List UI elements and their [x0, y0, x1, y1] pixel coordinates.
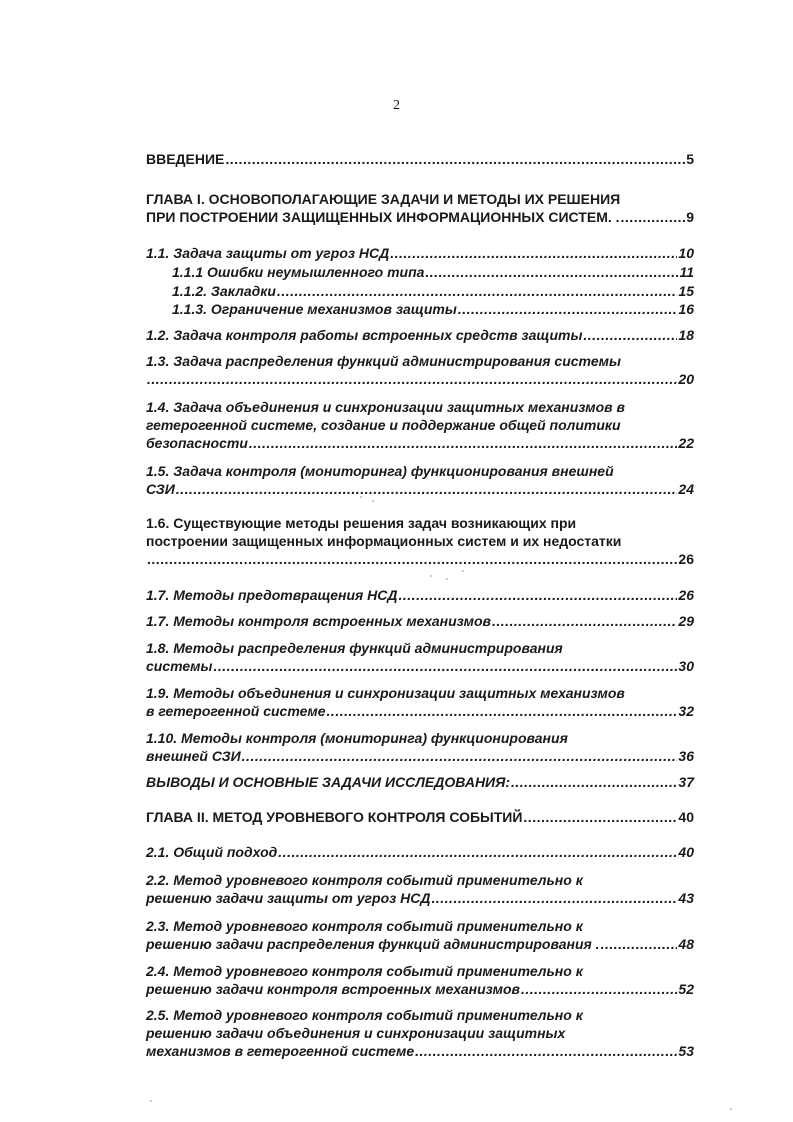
- toc-page-number: 22: [678, 435, 694, 451]
- scan-speck: [730, 1108, 732, 1110]
- toc-entry-title: решению задачи распределения функций администрирования .: [146, 936, 600, 952]
- toc-page-number: 40: [678, 809, 694, 825]
- toc-entry-line-last: [146, 150, 694, 168]
- toc-page-number: 32: [678, 703, 694, 719]
- toc-page-number: 9: [686, 209, 694, 225]
- toc-page-number: 29: [678, 613, 694, 629]
- toc-entry-title: 1.2. Задача контроля работы встроенных средств защиты: [146, 327, 583, 343]
- toc-entry-title: в гетерогенной системе: [146, 703, 326, 719]
- toc-entry-line-last: [146, 326, 694, 344]
- dot-leader: [242, 747, 678, 765]
- toc-entry-title: 1.1.1 Ошибки неумышленного типа: [172, 264, 425, 280]
- toc-entry-line: 1.3. Задача распределения функций администрирования системы: [146, 353, 621, 369]
- toc-entry-title: решению задачи контроля встроенных механизмов: [146, 981, 520, 997]
- toc-entry-line-last: [146, 370, 694, 388]
- dot-leader: [511, 773, 677, 791]
- toc-entry-line: 1.8. Методы распределения функций администрирования: [146, 640, 563, 656]
- toc-entry-line-last: [172, 282, 694, 300]
- toc-entry-title: внешней СЗИ: [146, 748, 241, 764]
- toc-entry-line-last: [146, 808, 694, 826]
- toc-page-number: 15: [678, 283, 694, 299]
- toc-entry-title: ГЛАВА II. МЕТОД УРОВНЕВОГО КОНТРОЛЯ СОБЫТИЙ: [146, 809, 523, 825]
- toc-entry-line: 1.4. Задача объединения и синхронизации защитных механизмов в: [146, 399, 625, 415]
- toc-entry-title: 1.7. Методы контроля встроенных механизмов: [146, 613, 491, 629]
- toc-page-number: 52: [678, 981, 694, 997]
- toc-entry-title: 1.1.3. Ограничение механизмов защиты: [172, 301, 457, 317]
- toc-page-number: 48: [678, 936, 694, 952]
- dot-leader: [277, 282, 677, 300]
- toc-entry-title: безопасности: [146, 435, 248, 451]
- toc-entry-title: ВЫВОДЫ И ОСНОВНЫЕ ЗАДАЧИ ИССЛЕДОВАНИЯ:: [146, 774, 510, 790]
- toc-entry-line-last: [146, 434, 694, 452]
- dot-leader: [390, 244, 677, 262]
- toc-page-number: 11: [679, 264, 694, 280]
- dot-leader: [147, 550, 677, 568]
- toc-page-number: 30: [678, 658, 694, 674]
- toc-entry-line-last: [146, 550, 694, 568]
- toc-page-number: 37: [678, 774, 694, 790]
- dot-leader: [176, 480, 678, 498]
- dot-leader: [583, 326, 677, 344]
- toc-entry-line: 2.5. Метод уровневого контроля событий применительно к: [146, 1007, 583, 1023]
- toc-entry-line: 1.9. Методы объединения и синхронизации защитных механизмов: [146, 685, 625, 701]
- scan-speck: [372, 500, 374, 502]
- toc-entry-title: 1.1.2. Закладки: [172, 283, 276, 299]
- toc-entry-title: 2.1. Общий подход: [146, 844, 278, 860]
- toc-entry-line-last: [146, 980, 694, 998]
- toc-entry-line: 2.3. Метод уровневого контроля событий применительно к: [146, 918, 583, 934]
- toc-entry-line: ГЛАВА I. ОСНОВОПОЛАГАЮЩИЕ ЗАДАЧИ И МЕТОДЫ ИХ РЕШЕНИЯ: [146, 191, 621, 207]
- toc-entry-line-last: [172, 300, 694, 318]
- toc-page-number: 26: [678, 551, 694, 567]
- toc-entry-line: построении защищенных информационных систем и их недостатки: [146, 533, 622, 549]
- toc-entry-line: 1.6. Существующие методы решения задач возникающих при: [146, 515, 577, 531]
- toc-page-number: 36: [678, 748, 694, 764]
- toc-entry-line: решению задачи объединения и синхронизации защитных: [146, 1025, 566, 1041]
- toc-entry-line: гетерогенной системе, создание и поддержание общей политики: [146, 417, 621, 433]
- scan-speck: [446, 578, 448, 580]
- toc-page-number: 16: [678, 301, 694, 317]
- dot-leader: [225, 150, 685, 168]
- dot-leader: [214, 657, 678, 675]
- toc-entry-title: СЗИ: [146, 481, 175, 497]
- toc-entry-line-last: [146, 935, 694, 953]
- dot-leader: [432, 889, 678, 907]
- scan-speck: [462, 570, 464, 572]
- toc-entry-line-last: [146, 480, 694, 498]
- toc-entry-line-last: [146, 244, 694, 262]
- toc-entry-title: решению задачи защиты от угроз НСД: [146, 890, 431, 906]
- toc-entry-line-last: [172, 263, 694, 281]
- toc-entry-line-last: [146, 773, 694, 791]
- toc-entry-line-last: [146, 843, 694, 861]
- toc-entry-title: ВВЕДЕНИЕ: [146, 151, 225, 167]
- toc-entry-line-last: [146, 702, 694, 720]
- toc-entry-line: 1.5. Задача контроля (мониторинга) функционирования внешней: [146, 463, 614, 479]
- toc-page-number: 40: [678, 844, 694, 860]
- page-number: 2: [393, 98, 400, 113]
- toc-page-number: 53: [678, 1043, 694, 1059]
- dot-leader: [621, 208, 686, 226]
- toc-entry-line: 2.4. Метод уровневого контроля событий применительно к: [146, 963, 583, 979]
- toc-entry-line-last: [146, 889, 694, 907]
- toc-page-number: 10: [678, 245, 694, 261]
- scan-speck: [430, 575, 432, 577]
- dot-leader: [458, 300, 678, 318]
- dot-leader: [521, 980, 677, 998]
- toc-page-number: 20: [678, 371, 694, 387]
- dot-leader: [278, 843, 677, 861]
- toc-page-number: 18: [678, 327, 694, 343]
- toc-entry-line-last: [146, 657, 694, 675]
- dot-leader: [327, 702, 678, 720]
- toc-entry-line: 2.2. Метод уровневого контроля событий применительно к: [146, 872, 583, 888]
- dot-leader: [492, 612, 677, 630]
- dot-leader: [523, 808, 677, 826]
- dot-leader: [425, 263, 678, 281]
- toc-entry-line-last: [146, 208, 694, 226]
- toc-page-number: 5: [686, 151, 694, 167]
- toc-entry-title: системы: [146, 658, 213, 674]
- toc-entry-title: ПРИ ПОСТРОЕНИИ ЗАЩИЩЕННЫХ ИНФОРМАЦИОННЫХ СИСТЕМ. .: [146, 209, 620, 225]
- toc-page-number: 43: [678, 890, 694, 906]
- dot-leader: [415, 1042, 677, 1060]
- dot-leader: [249, 434, 678, 452]
- toc-entry-line-last: [146, 586, 694, 604]
- toc-entry-line-last: [146, 1042, 694, 1060]
- toc-entry-title: 1.1. Задача защиты от угроз НСД: [146, 245, 390, 261]
- toc-entry-title: механизмов в гетерогенной системе: [146, 1043, 415, 1059]
- dot-leader: [147, 370, 677, 388]
- toc-entry-title: 1.7. Методы предотвращения НСД: [146, 587, 398, 603]
- dot-leader: [399, 586, 678, 604]
- toc-entry-line: 1.10. Методы контроля (мониторинга) функционирования: [146, 730, 568, 746]
- toc-entry-line-last: [146, 747, 694, 765]
- scan-speck: [150, 1100, 152, 1102]
- toc-page-number: 24: [678, 481, 694, 497]
- toc-entry-line-last: [146, 612, 694, 630]
- dot-leader: [601, 935, 678, 953]
- scan-speck: [360, 496, 362, 498]
- toc-page-number: 26: [678, 587, 694, 603]
